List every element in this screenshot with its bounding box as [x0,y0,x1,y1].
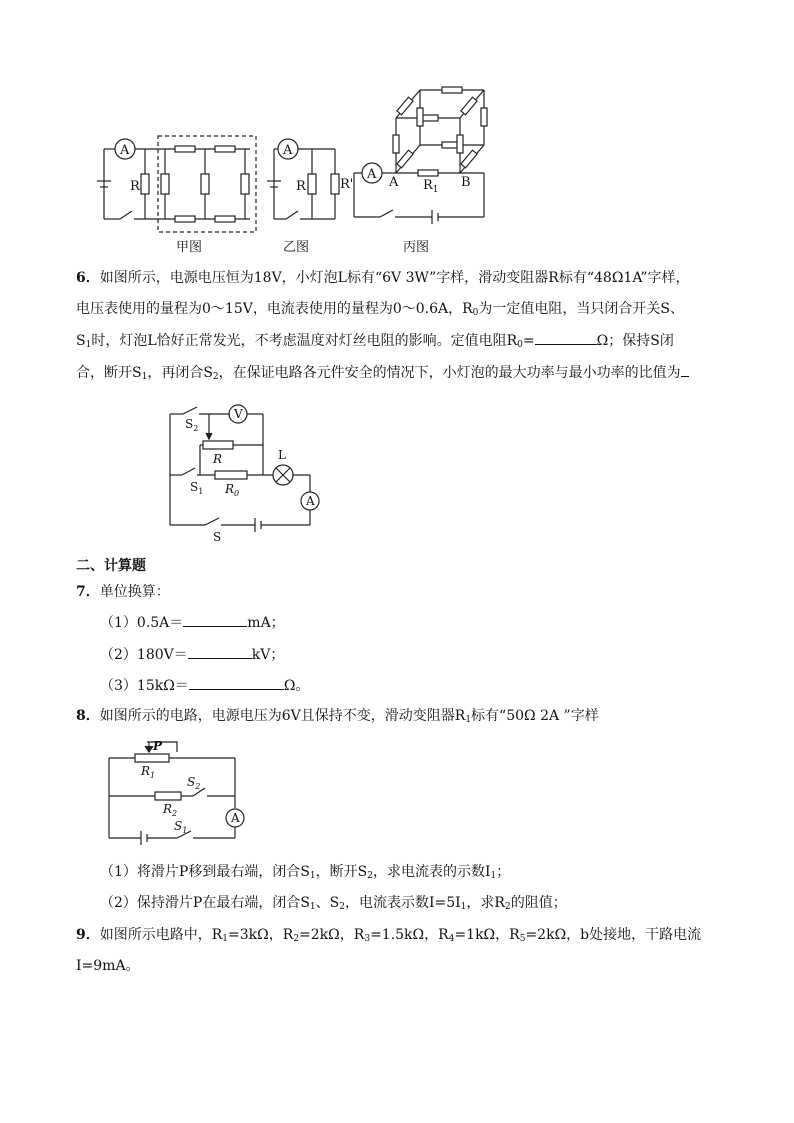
q7-item-2: （2）180V＝ kV； [100,644,284,665]
q6-fig-lamp-label: L [278,448,286,462]
q8-part-1: （1）将滑片P移到最右端，闭合$S_1$，断开$S_2$，求电流表的示数$I_1$； [100,864,511,881]
q6-fig-s-label: S [213,530,222,544]
q6-line-2: 电压表使用的量程为0～15V，电流表使用的量程为0～0.6A，$R_0$为一定值电阻，当只闭合开关S、 [76,301,684,318]
q6-fig-voltmeter-label: V [234,407,243,421]
q7-blank-3[interactable] [189,675,284,690]
jia-ammeter-label: A [120,143,130,158]
bing-r1-label: $R_1$ [423,178,439,195]
caption-yi: 乙图 [283,240,310,255]
caption-bing: 丙图 [403,240,430,255]
q8-fig-s2-label: $S_2$ [187,775,201,791]
q6-fig-s2-label: $S_2$ [185,417,199,433]
q6-blank-ratio[interactable] [681,362,689,377]
q6-fig-r-label: R [213,452,223,466]
q6-fig-s1-label: $S_1$ [190,480,204,496]
jia-r-label: R [130,179,140,194]
q7-number: 7． [76,584,100,600]
q6-number: 6． [76,270,100,286]
q6-blank-r0[interactable] [535,330,597,345]
q6-fig-ammeter-label: A [306,494,315,508]
q8-fig-r2-label: $R_2$ [163,802,178,818]
q9-number: 9． [76,927,100,943]
bing-ammeter-label: A [367,167,377,182]
q7-blank-1[interactable] [183,612,247,627]
q6-line-3: $S_1$时，灯泡L恰好正常发光，不考虑温度对灯丝电阻的影响。定值电阻$R_0= \Omega$；保持S闭 [76,330,674,351]
q7-blank-2[interactable] [188,644,252,659]
q8-fig-r1-label: $R_1$ [141,764,156,780]
q8-circuit-figure [95,738,255,850]
yi-r-label: R [296,179,306,194]
q6-line-4: 合，断开$S_1$，再闭合$S_2$，在保证电路各元件安全的情况下，小灯泡的最大功率与最小功率的比值为 [76,362,689,383]
yi-rprime-label: R' [340,177,354,192]
q6-line-1: 6．如图所示，电源电压恒为18V，小灯泡L标有“6V 3W”字样，滑动变阻器R标有“48Ω1A”字样， [76,270,690,286]
yi-ammeter-label: A [283,143,293,158]
q6-fig-r0-label: $R_0$ [225,482,240,498]
q8-text: 8．如图所示的电路，电源电压为6V且保持不变，滑动变阻器$R_1$标有“50Ω 2A ”字样 [76,708,599,725]
top-circuit-figure [90,78,500,258]
circuit-bing [354,87,487,224]
q9-line-2: I=9mA。 [76,958,140,974]
bing-point-b-label: B [461,175,471,190]
caption-jia: 甲图 [176,240,203,255]
q7-item-1: （1）0.5A＝ mA； [100,612,285,633]
q8-fig-ammeter-label: A [231,811,240,825]
bing-point-a-label: A [389,175,399,190]
q6-circuit-figure [145,397,335,545]
q9-line-1: 9．如图所示电路中，$R_1=3k\Omega$，$R_2=2k\Omega$，$R_3=1.5k\Omega$，$R_4=1k\Omega$，$R_5=2k\Omega$，b处接地，干路电流 [76,927,702,944]
q7-title: 7．单位换算： [76,584,170,600]
q8-fig-s1-label: $S_1$ [174,819,188,835]
q8-number: 8． [76,708,100,724]
q7-item-3: （3）15kΩ＝ Ω。 [100,675,309,696]
section-title-calculation: 二、计算题 [76,558,146,574]
q8-part-2: （2）保持滑片P在最右端，闭合$S_1$、$S_2$，电流表示数$I=5I_1$，求$R_2$的阻值； [100,895,567,912]
q8-fig-p-label: P [153,739,163,753]
